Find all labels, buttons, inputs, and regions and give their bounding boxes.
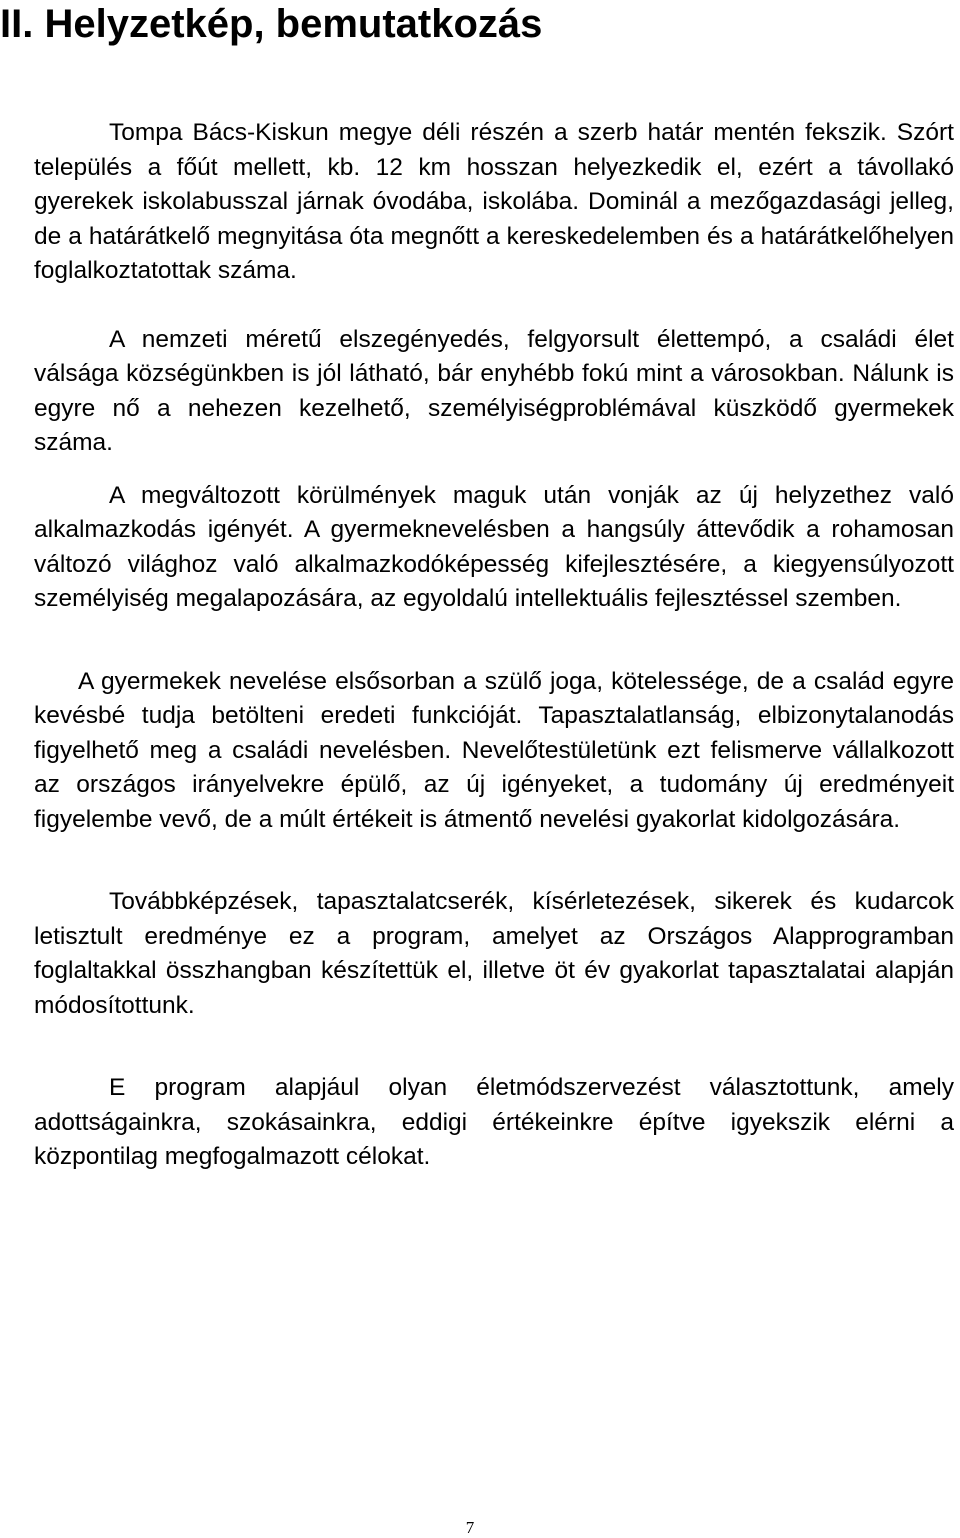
paragraph-location: Tompa Bács-Kiskun megye déli részén a szerb határ mentén fekszik. Szórt település a főút mellett, kb. 12 km hosszan helyezkedik el, ezért a távollakó gyerekek iskolabusszal járnak óvodába, iskolába. Dominál a mezőgazdasági jelleg, de a határátkelő megnyitása óta megnőtt a kereskedelemben és a határátkelőhelyen foglalkoztatottak száma.: [34, 119, 954, 284]
paragraph-social-context: A nemzeti méretű elszegényedés, felgyorsult élettempó, a családi élet válsága községünkben is jól látható, bár enyhébb fokú mint a városokban. Nálunk is egyre nő a nehezen kezelhető, személyiségproblémával küszködő gyermekek száma.: [34, 325, 954, 456]
paragraph-adaptation: A megváltozott körülmények maguk után vonják az új helyzethez való alkalmazkodás igényét. A gyermeknevelésben a hangsúly áttevődik a rohamosan változó világhoz való alkalmazkodóképesség kifejlesztésére, a kiegyensúlyozott személyiség megalapozására, az egyoldalú intellektuális fejlesztéssel szemben.: [34, 481, 954, 612]
section-heading: II. Helyzetkép, bemutatkozás: [0, 2, 543, 46]
body-text: [34, 116, 954, 1175]
paragraph-program-basis: E program alapjául olyan életmódszervezést választottunk, amely adottságainkra, szokásainkra, eddigi értékeinkre építve igyekszik elérni a központilag megfogalmazott célokat.: [34, 1074, 954, 1170]
page-number: 7: [465, 1518, 475, 1537]
paragraph-family-education: A gyermekek nevelése elsősorban a szülő joga, kötelessége, de a család egyre kevésbé tudja betölteni eredeti funkcióját. Tapasztalatlanság, elbizonytalanodás figyelhető meg a családi nevelésben. Nevelőtestületünk ezt felismerve vállalkozott az országos irányelvekre épülő, az új igényeket, a tudomány új eredményeit figyelembe vevő, de a múlt értékeit is átmentő nevelési gyakorlat kidolgozására.: [34, 667, 954, 833]
paragraph-program-origin: Továbbképzések, tapasztalatcserék, kísérletezések, sikerek és kudarcok letisztult eredménye ez a program, amelyet az Országos Alapprogramban foglaltakkal összhangban készítettük el, illetve öt év gyakorlat tapasztalatai alapján módosítottunk.: [34, 888, 954, 1019]
